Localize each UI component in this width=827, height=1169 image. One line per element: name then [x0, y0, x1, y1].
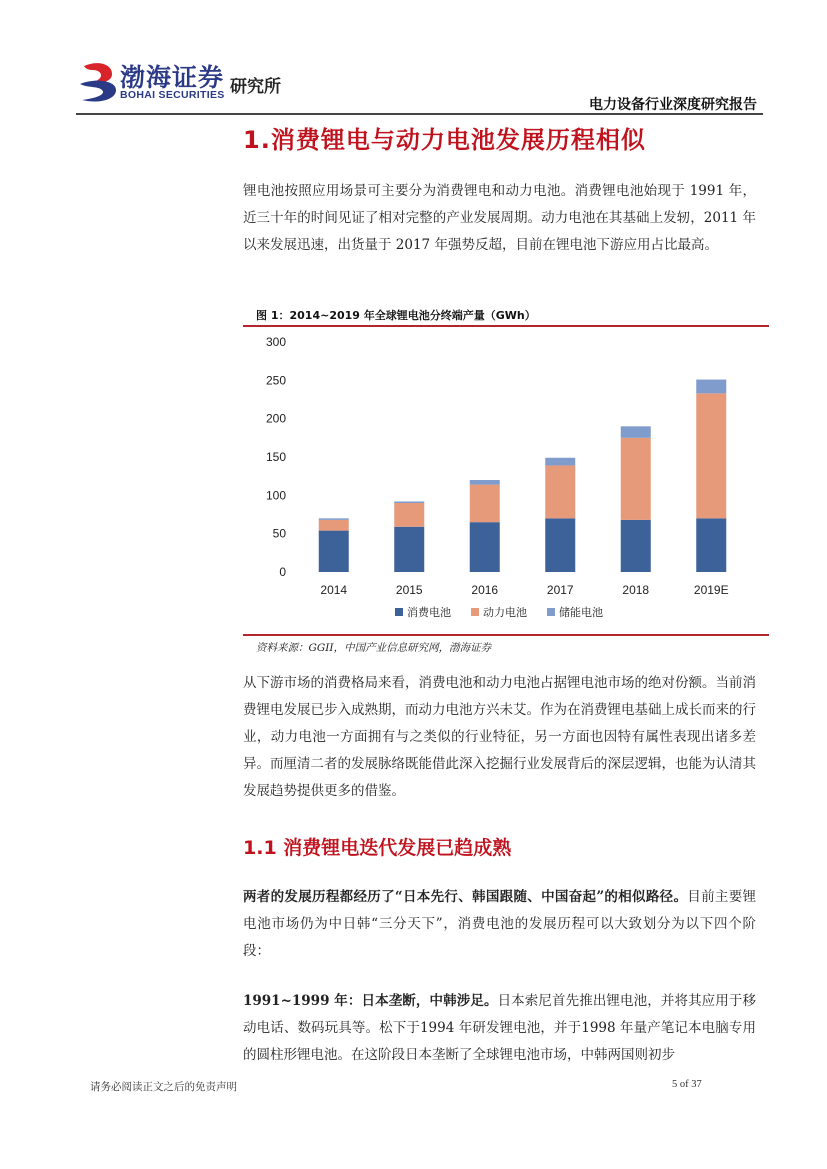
- legend-swatch: [471, 608, 479, 616]
- legend-label: 消费电池: [407, 606, 451, 619]
- paragraph-intro: 锂电池按照应用场景可主要分为消费锂电和动力电池。消费锂电池始现于 1991 年，近三十年的时间见证了相对完整的产业发展周期。动力电池在其基础上发轫，2011 年以来发展迅速，出货量于 2017 年强势反超，目前在锂电池下游应用占比最高。: [243, 183, 756, 253]
- bar-segment-2018-2: [621, 426, 651, 438]
- paragraph-stage1: [243, 988, 756, 1069]
- y-tick-label: 100: [265, 488, 286, 503]
- bar-segment-2017-2: [545, 458, 575, 466]
- figure-bottom-rule: [243, 634, 769, 636]
- x-tick-label: 2018: [622, 583, 650, 597]
- y-tick-label: 50: [272, 526, 286, 541]
- bar-segment-2019E-1: [696, 393, 726, 518]
- x-tick-label: 2015: [395, 583, 423, 597]
- y-tick-label: 150: [265, 450, 286, 464]
- figure-caption: 图 1：2014~2019 年全球锂电池分终端产量（GWh）: [256, 309, 536, 322]
- bar-segment-2017-0: [545, 518, 575, 572]
- bar-segment-2015-2: [394, 501, 424, 503]
- bar-segment-2016-2: [470, 480, 500, 485]
- stacked-bar-chart: [243, 326, 769, 634]
- report-type: 电力设备行业深度研究报告: [589, 97, 757, 113]
- subsection-title: 1.1 消费锂电迭代发展已趋成熟: [243, 837, 512, 859]
- bar-segment-2014-0: [319, 531, 349, 572]
- brand-name-en: BOHAI SECURITIES: [120, 89, 225, 101]
- paragraph-market: 从下游市场的消费格局来看，消费电池和动力电池占据锂电池市场的绝对份额。当前消费锂电发展已步入成熟期，而动力电池方兴未艾。作为在消费锂电基础上成长而来的行业，动力电池一方面拥有与之类似的行业特征，另一方面也因特有属性表现出诸多差异。而厘清二者的发展脉络既能借此深入挖掘行业发展背后的深层逻辑，也能为认清其发展趋势提供更多的借鉴。: [243, 675, 756, 799]
- y-tick-label: 0: [279, 565, 286, 579]
- paragraph-stage1-lead: 1991~1999 年：日本垄断，中韩涉足。: [243, 993, 498, 1009]
- legend-label: 储能电池: [559, 606, 603, 619]
- y-tick-label: 250: [265, 373, 286, 388]
- y-tick-label: 300: [265, 335, 286, 349]
- x-tick-label: 2017: [546, 583, 574, 597]
- legend-swatch: [547, 608, 555, 616]
- page-number: 5 of 37: [672, 1079, 702, 1090]
- x-tick-label: 2014: [320, 583, 348, 597]
- bar-segment-2016-1: [470, 485, 500, 523]
- legend-label: 动力电池: [483, 606, 527, 619]
- header-divider: [76, 113, 763, 115]
- y-tick-label: 200: [265, 411, 286, 426]
- bar-segment-2018-0: [621, 520, 651, 572]
- institute-label: 研究所: [230, 77, 281, 97]
- bar-segment-2019E-2: [696, 380, 726, 394]
- paragraph-path: [243, 884, 756, 965]
- bar-segment-2015-1: [394, 503, 424, 527]
- brand-name-cn: 渤海证券: [120, 63, 225, 92]
- legend-swatch: [395, 608, 403, 616]
- x-tick-label: 2016: [471, 583, 499, 597]
- paragraph-path-lead: 两者的发展历程都经历了“日本先行、韩国跟随、中国奋起”的相似路径。: [243, 889, 688, 905]
- x-tick-label: 2019E: [693, 583, 729, 597]
- bar-segment-2016-0: [470, 522, 500, 572]
- bar-segment-2017-1: [545, 465, 575, 518]
- bohai-logo-icon: [78, 60, 120, 104]
- section-title: 1.消费锂电与动力电池发展历程相似: [243, 126, 646, 154]
- bar-segment-2015-0: [394, 527, 424, 572]
- bar-segment-2019E-0: [696, 518, 726, 572]
- paragraph-stage1-body: 日本索尼首先推出锂电池，并将其应用于移动电话、数码玩具等。松下于1994 年研发锂电池，并于1998 年量产笔记本电脑专用的圆柱形锂电池。在这阶段日本垄断了全球锂电池市场，中韩两国则初步: [243, 993, 756, 1063]
- paragraph-path-body: 目前主要锂电池市场仍为中日韩“三分天下”，消费电池的发展历程可以大致划分为以下四个阶段：: [243, 889, 757, 959]
- disclaimer-note: 请务必阅读正文之后的免责声明: [90, 1081, 237, 1093]
- bar-segment-2014-2: [319, 518, 349, 520]
- bar-segment-2014-1: [319, 520, 349, 531]
- bar-segment-2018-1: [621, 438, 651, 520]
- figure-source: 资料来源：GGII，中国产业信息研究网，渤海证券: [256, 642, 492, 654]
